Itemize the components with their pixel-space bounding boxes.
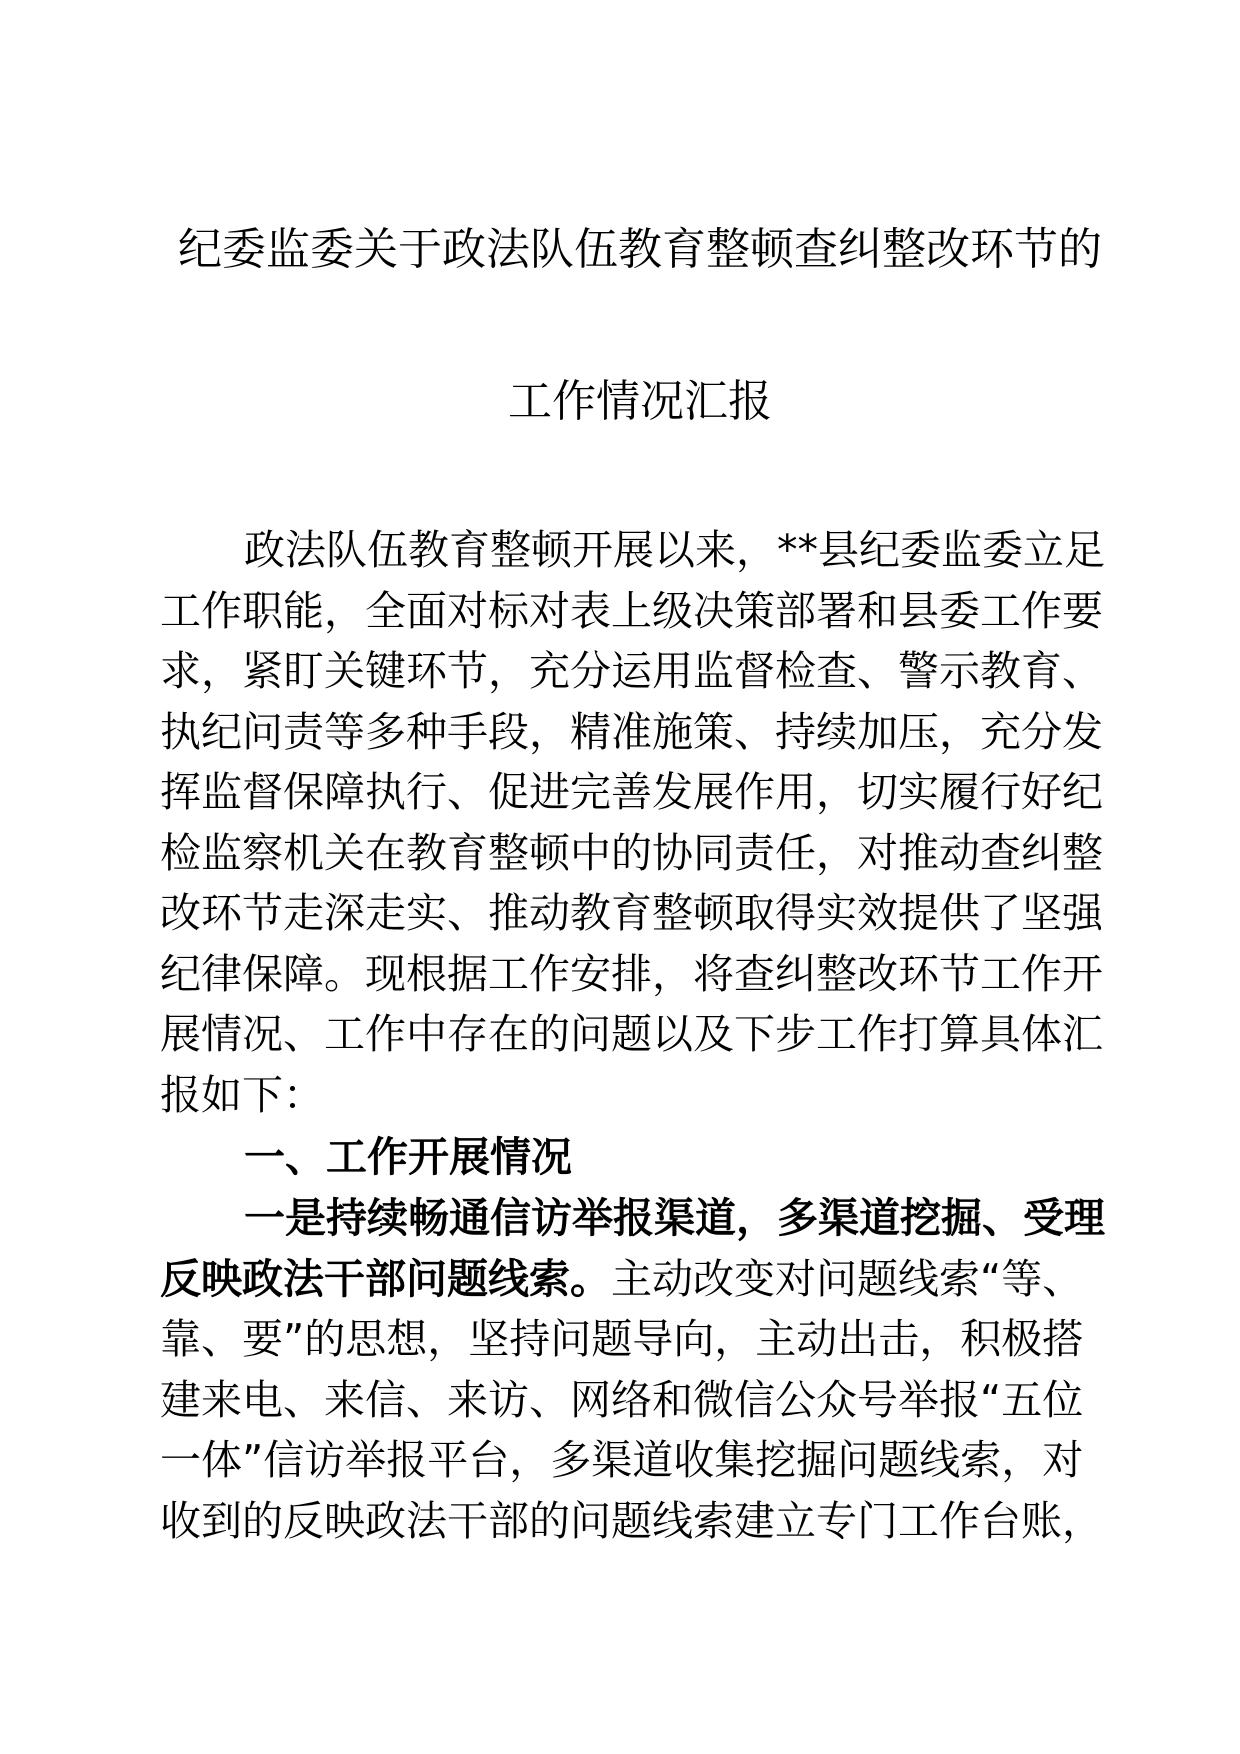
document-title-line-2: 工作情况汇报 bbox=[508, 376, 772, 427]
intro-line: 政法队伍教育整顿开展以来，**县纪委监委立足 bbox=[244, 526, 1105, 574]
point-one-line: 一体”信访举报平台，多渠道收集挖掘问题线索，对 bbox=[160, 1436, 1084, 1484]
intro-line: 报如下： bbox=[160, 1070, 324, 1119]
point-one-bold-lead: 反映政法干部问题线索。 bbox=[160, 1254, 611, 1303]
intro-line: 执纪问责等多种手段，精准施策、持续加压，充分发 bbox=[160, 707, 1103, 756]
point-one-mixed-line bbox=[160, 1249, 1120, 1310]
section-heading-text: 一、工作开展情况 bbox=[244, 1133, 572, 1181]
intro-line: 求，紧盯关键环节，充分运用监督检查、警示教育、 bbox=[160, 647, 1103, 695]
point-one-bold-line: 一是持续畅通信访举报渠道，多渠道挖掘、受理 bbox=[244, 1194, 1105, 1242]
point-one-line: 收到的反映政法干部的问题线索建立专门工作台账， bbox=[160, 1496, 1103, 1545]
intro-line: 挥监督保障执行、促进完善发展作用，切实履行好纪 bbox=[160, 768, 1103, 816]
intro-line: 纪律保障。现根据工作安排，将查纠整改环节工作开 bbox=[160, 949, 1103, 998]
point-one-rest-text: 主动改变对问题线索“等、 bbox=[611, 1254, 1084, 1303]
section-heading bbox=[160, 1127, 1120, 1188]
intro-line: 改环节走深走实、推动教育整顿取得实效提供了坚强 bbox=[160, 889, 1103, 937]
intro-line: 工作职能，全面对标对表上级决策部署和县委工作要 bbox=[160, 586, 1103, 635]
point-one-line: 建来电、来信、来访、网络和微信公众号举报“五位 bbox=[160, 1375, 1084, 1424]
intro-line: 检监察机关在教育整顿中的协同责任，对推动查纠整 bbox=[160, 828, 1103, 877]
point-one-line: 靠、要”的思想，坚持问题导向，主动出击，积极搭 bbox=[160, 1315, 1084, 1363]
point-one-paragraph bbox=[160, 1188, 1120, 1551]
intro-line: 展情况、工作中存在的问题以及下步工作打算具体汇 bbox=[160, 1010, 1103, 1058]
document-title-line-1: 纪委监委关于政法队伍教育整顿查纠整改环节的 bbox=[178, 224, 1102, 275]
intro-paragraph bbox=[160, 520, 1120, 1125]
